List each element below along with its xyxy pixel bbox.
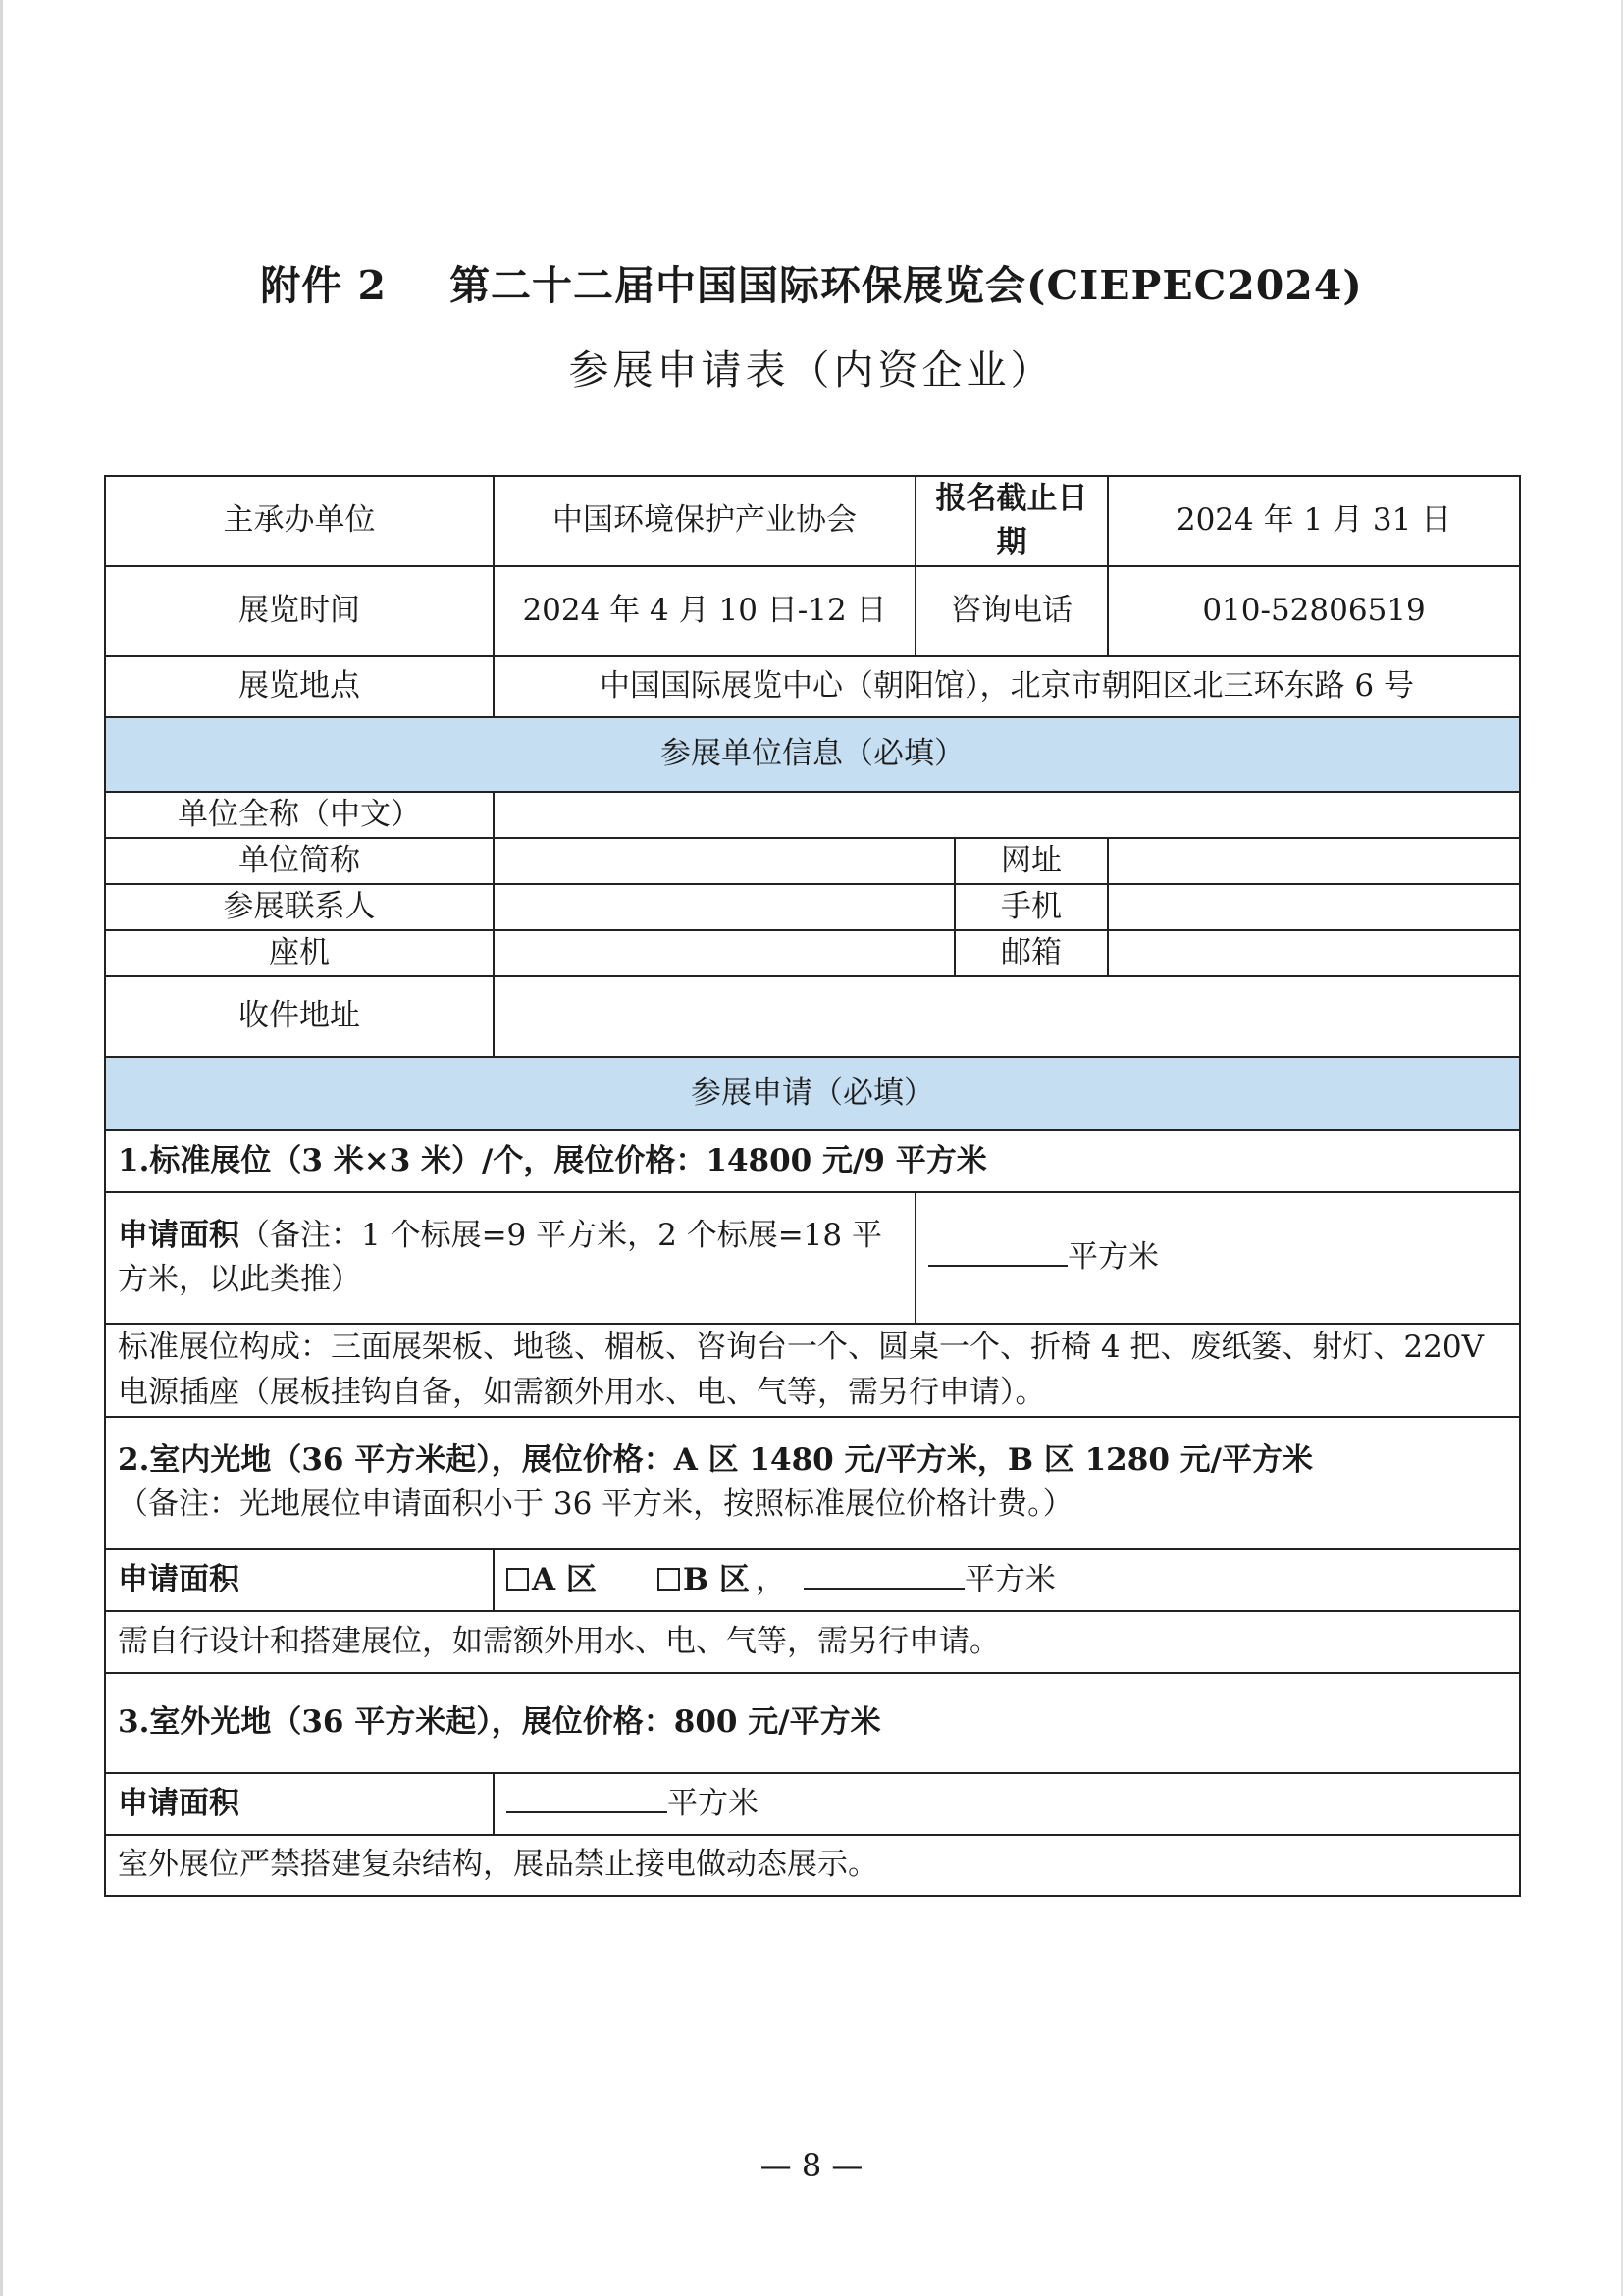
deadline-value: 2024 年 1 月 31 日 [1108,476,1520,566]
deadline-label: 报名截止日期 [916,476,1108,566]
form-subtitle: 参展申请表（内资企业） [568,346,1055,393]
landline-label: 座机 [105,930,494,976]
venue-row [105,656,1520,717]
standard-area-label: 申请面积 [118,1217,239,1253]
address-row [105,976,1520,1057]
zone-b-checkbox[interactable] [657,1568,680,1591]
document-title [0,253,1623,311]
indoor-title-cell [105,1417,1520,1549]
attachment-label: 附件 2 [260,262,388,309]
standard-booth-title: 1.标准展位（3 米×3 米）/个，展位价格：14800 元/9 平方米 [105,1130,1520,1192]
short-name-label: 单位简称 [105,838,494,884]
full-name-label: 单位全称（中文） [105,792,494,838]
website-input[interactable] [1108,838,1520,884]
full-name-row [105,792,1520,838]
indoor-note: （备注：光地展位申请面积小于 36 平方米，按照标准展位价格计费。） [118,1487,1073,1523]
indoor-area-row [105,1549,1520,1611]
address-label: 收件地址 [105,976,494,1057]
outdoor-area-cell [494,1773,1520,1835]
contact-label: 参展联系人 [105,884,494,930]
outdoor-area-input[interactable] [506,1784,667,1813]
outdoor-area-label: 申请面积 [105,1773,494,1835]
landline-row [105,930,1520,976]
short-name-row [105,838,1520,884]
mobile-input[interactable] [1108,884,1520,930]
standard-area-note: （备注：1 个标展=9 平方米，2 个标展=18 平方米，以此类推） [118,1217,882,1297]
phone-value: 010-52806519 [1108,566,1520,656]
landline-input[interactable] [494,930,955,976]
exhibitor-header-text: 参展单位信息（必填） [105,717,1520,792]
indoor-separator: ， [755,1561,786,1597]
indoor-area-unit: 平方米 [964,1561,1056,1597]
standard-composition-row [105,1324,1520,1417]
short-name-input[interactable] [494,838,955,884]
standard-area-cell [916,1192,1520,1324]
indoor-area-input[interactable] [804,1560,965,1590]
standard-area-input[interactable] [928,1237,1068,1267]
outdoor-remark: 室外展位严禁搭建复杂结构，展品禁止接电做动态展示。 [105,1835,1520,1896]
indoor-remark: 需自行设计和搭建展位，如需额外用水、电、气等，需另行申请。 [105,1611,1520,1673]
time-label: 展览时间 [105,566,494,656]
standard-area-row [105,1192,1520,1324]
zone-a-label: A 区 [532,1561,597,1597]
outdoor-area-row [105,1773,1520,1835]
indoor-remark-row [105,1611,1520,1673]
application-header-text: 参展申请（必填） [105,1057,1520,1130]
phone-label: 咨询电话 [916,566,1108,656]
standard-area-label-cell [105,1192,916,1324]
indoor-title: 2.室内光地（36 平方米起），展位价格：A 区 1480 元/平方米，B 区 1280 元/平方米 [118,1442,1314,1479]
standard-area-unit: 平方米 [1068,1239,1159,1276]
outdoor-title: 3.室外光地（36 平方米起），展位价格：800 元/平方米 [105,1673,1520,1773]
zone-b-label: B 区 [682,1561,750,1597]
email-label: 邮箱 [955,930,1108,976]
email-input[interactable] [1108,930,1520,976]
outdoor-area-unit: 平方米 [667,1785,759,1821]
full-name-input[interactable] [494,792,1520,838]
application-section-header [105,1057,1520,1130]
indoor-area-label: 申请面积 [105,1549,494,1611]
time-row [105,566,1520,656]
outdoor-title-row [105,1673,1520,1773]
standard-composition-text: 标准展位构成：三面展架板、地毯、楣板、咨询台一个、圆桌一个、折椅 4 把、废纸篓、射灯、220V 电源插座（展板挂钩自备，如需额外用水、电、气等，需另行申请）。 [105,1324,1520,1417]
page-number: — 8 — [759,2147,864,2184]
exhibitor-section-header [105,717,1520,792]
indoor-area-cell [494,1549,1520,1611]
time-value: 2024 年 4 月 10 日-12 日 [494,566,916,656]
organizer-value: 中国环境保护产业协会 [494,476,916,566]
outdoor-remark-row [105,1835,1520,1896]
venue-label: 展览地点 [105,656,494,717]
mobile-label: 手机 [955,884,1108,930]
indoor-title-row [105,1417,1520,1549]
zone-a-checkbox[interactable] [506,1568,529,1591]
organizer-label: 主承办单位 [105,476,494,566]
contact-input[interactable] [494,884,955,930]
contact-row [105,884,1520,930]
venue-value: 中国国际展览中心（朝阳馆），北京市朝阳区北三环东路 6 号 [494,656,1520,717]
organizer-row [105,476,1520,566]
exhibition-title: 第二十二届中国国际环保展览会(CIEPEC2024) [449,262,1363,309]
application-form-table [104,475,1521,1897]
address-input[interactable] [494,976,1520,1057]
standard-booth-title-row [105,1130,1520,1192]
website-label: 网址 [955,838,1108,884]
